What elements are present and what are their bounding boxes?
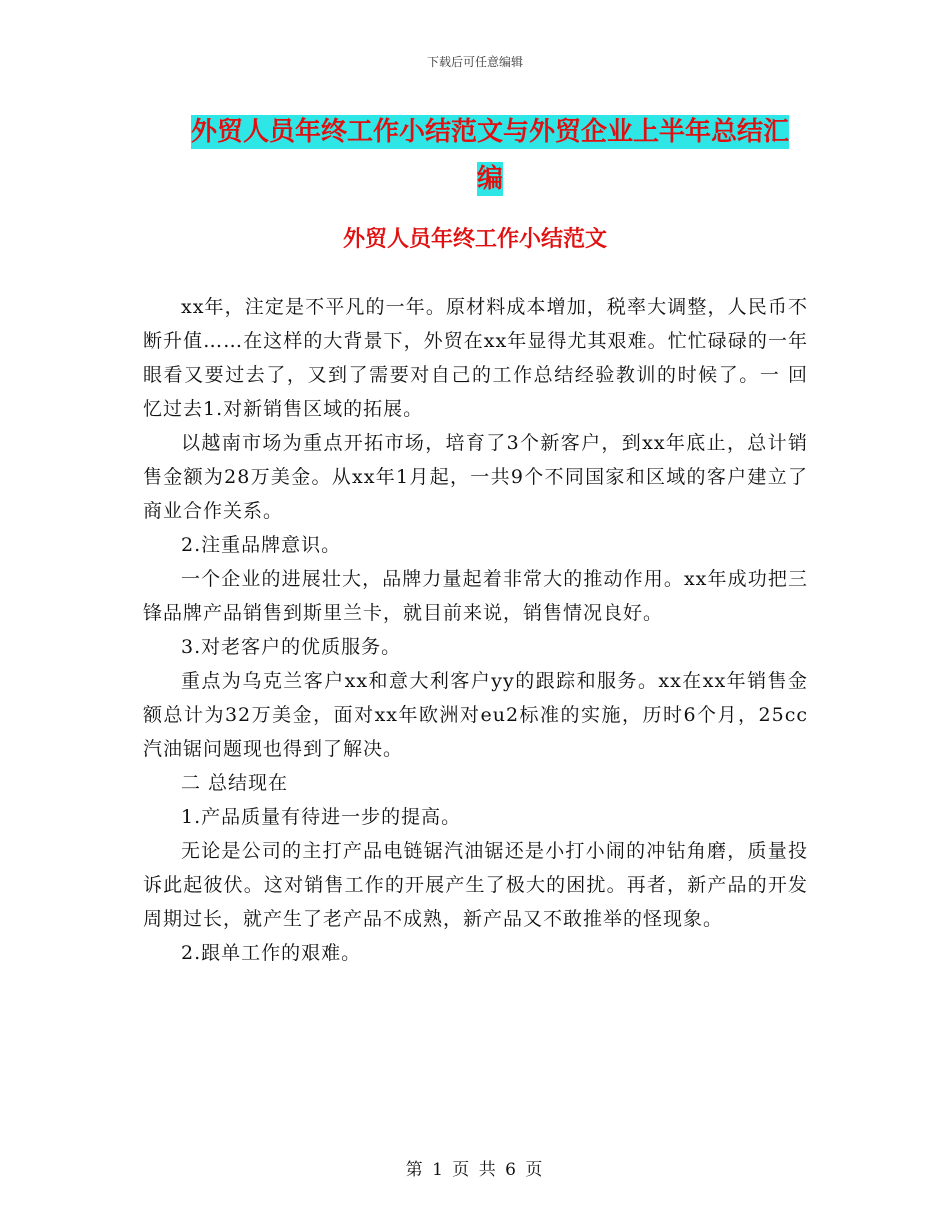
section-heading: 外贸人员年终工作小结范文 [342, 226, 607, 252]
paragraph: 3.对老客户的优质服务。 [181, 636, 402, 658]
paragraph: 无论是公司的主打产品电链锯汽油锯还是小打小闹的冲钻角磨，质量投诉此起彼伏。这对销售工作的开展产生了极大的困扰。再者，新产品的开发周期过长，就产生了老产品不成熟，新产品又不敢推举的怪现象。 [143, 840, 808, 930]
paragraph: 1.产品质量有待进一步的提高。 [181, 806, 462, 828]
paragraph: 重点为乌克兰客户xx和意大利客户yy的跟踪和服务。xx在xx年销售金额总计为32万美金，面对xx年欧洲对eu2标准的实施，历时6个月，25cc汽油锯问题现也得到了解决。 [143, 670, 808, 760]
page-number: 第 1 页 共 6 页 [405, 1160, 545, 1180]
paragraph: 2.跟单工作的艰难。 [181, 942, 362, 964]
document-title [160, 110, 820, 204]
title-line-2: 编 [476, 164, 503, 194]
paragraph: 2.注重品牌意识。 [181, 534, 342, 556]
document-body [143, 290, 808, 970]
paragraph: xx年，注定是不平凡的一年。原材料成本增加，税率大调整，人民币不断升值……在这样的大背景下，外贸在xx年显得尤其艰难。忙忙碌碌的一年眼看又要过去了，又到了需要对自己的工作总结经验教训的时候了。一 回忆过去1.对新销售区域的拓展。 [143, 296, 808, 420]
paragraph: 一个企业的进展壮大，品牌力量起着非常大的推动作用。xx年成功把三锋品牌产品销售到斯里兰卡，就目前来说，销售情况良好。 [143, 568, 808, 624]
title-line-1: 外贸人员年终工作小结范文与外贸企业上半年总结汇 [190, 117, 789, 147]
paragraph: 以越南市场为重点开拓市场，培育了3个新客户，到xx年底止，总计销售金额为28万美金。从xx年1月起，一共9个不同国家和区域的客户建立了商业合作关系。 [143, 432, 808, 522]
header-note: 下载后可任意编辑 [426, 55, 523, 69]
paragraph: 二 总结现在 [181, 772, 289, 794]
